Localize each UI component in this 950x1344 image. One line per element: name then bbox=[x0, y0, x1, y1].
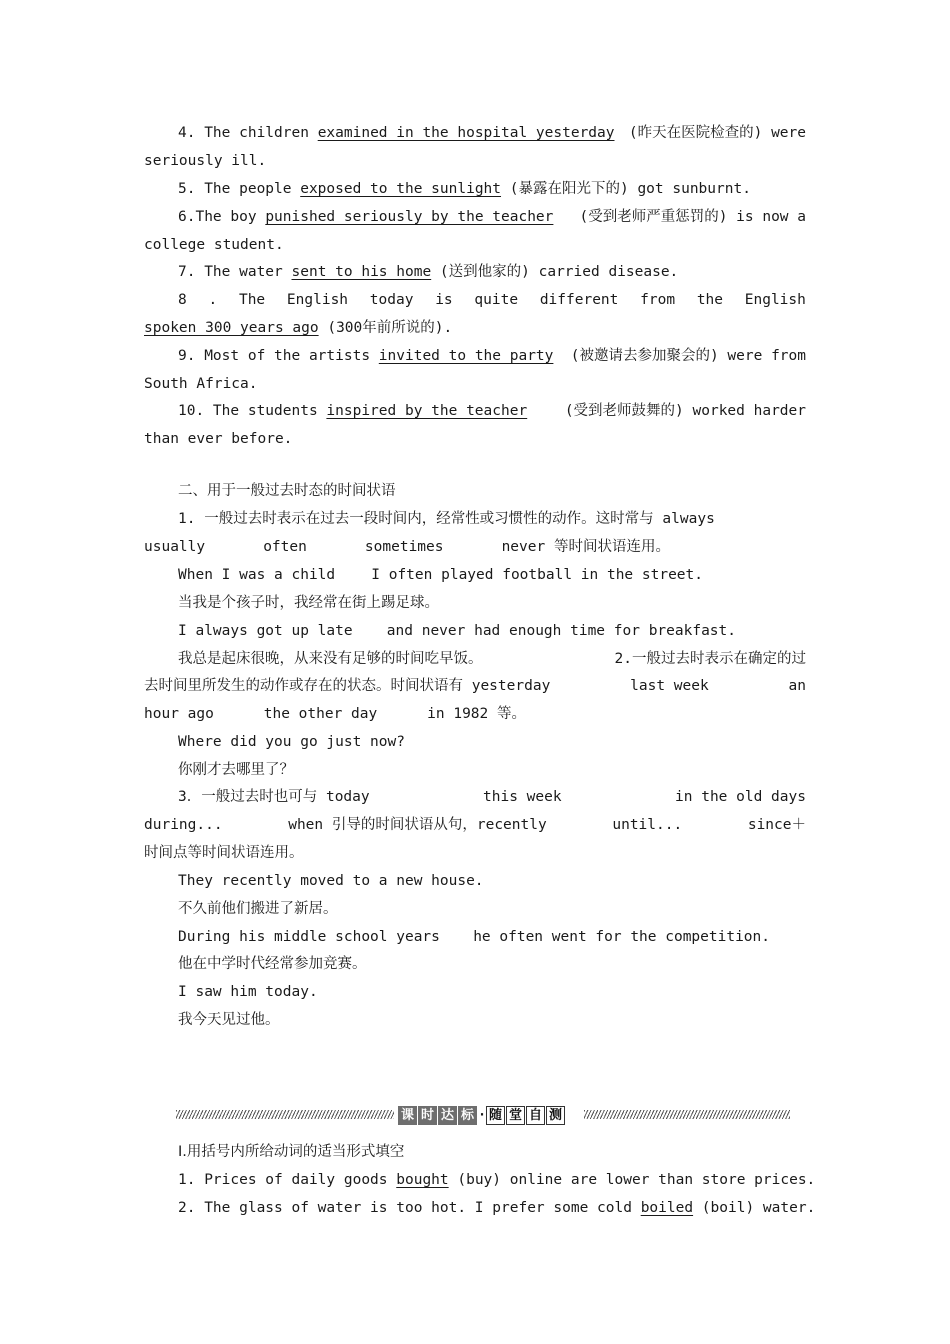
example-1-zh: 当我是个孩子时，我经常在街上踢足球。 bbox=[178, 595, 439, 611]
item-9-line2: South Africa. bbox=[144, 376, 258, 392]
answer-7: sent to his home bbox=[291, 264, 432, 280]
answer-q2: boiled bbox=[640, 1200, 694, 1216]
item-4-line1: 4. The children examined in the hospital yesterday (昨天在医院检查的) were bbox=[178, 125, 806, 141]
example-3-zh: 你刚才去哪里了？ bbox=[178, 762, 294, 778]
banner-hatch-left bbox=[176, 1110, 394, 1119]
section-heading: 二、用于一般过去时态的时间状语 bbox=[178, 483, 396, 499]
rule-1-line1: 1. 一般过去时表示在过去一段时间内，经常性或习惯性的动作。这时常与 always bbox=[178, 511, 715, 527]
answer-q1: bought bbox=[396, 1172, 449, 1188]
answer-5: exposed to the sunlight bbox=[300, 181, 502, 197]
rule-3-line3: 时间点等时间状语连用。 bbox=[144, 845, 304, 861]
item-5: 5. The people exposed to the sunlight (暴露在阳光下的) got sunburnt. bbox=[178, 181, 751, 197]
rule-1-line2: usually often sometimes never 等时间状语连用。 bbox=[144, 539, 670, 555]
example-4-zh: 不久前他们搬进了新居。 bbox=[178, 901, 338, 917]
answer-6: punished seriously by the teacher bbox=[265, 209, 554, 225]
rule-2-line2: 去时间里所发生的动作或存在的状态。时间状语有 yesterday last week an bbox=[144, 678, 806, 694]
example-6-en: I saw him today. bbox=[178, 984, 318, 1000]
answer-10: inspired by the teacher bbox=[326, 403, 528, 419]
banner-hatch-right bbox=[584, 1110, 790, 1119]
rule-2-line3: hour ago the other day in 1982 等。 bbox=[144, 706, 526, 722]
answer-8: spoken 300 years ago bbox=[144, 320, 319, 336]
item-8-line2: spoken 300 years ago (300年前所说的). bbox=[144, 320, 453, 336]
item-9-line1: 9. Most of the artists invited to the party (被邀请去参加聚会的) were from bbox=[178, 348, 806, 364]
example-1-en: When I was a child I often played football in the street. bbox=[178, 567, 703, 583]
exercise-heading: Ⅰ.用括号内所给动词的适当形式填空 bbox=[178, 1144, 405, 1160]
section-banner bbox=[176, 1104, 790, 1126]
item-10-line1: 10. The students inspired by the teacher (受到老师鼓舞的) worked harder bbox=[178, 403, 806, 419]
item-7: 7. The water sent to his home (送到他家的) carried disease. bbox=[178, 264, 679, 280]
item-6-line2: college student. bbox=[144, 237, 284, 253]
rule-3-line1: 3．一般过去时也可与 today this week in the old days bbox=[178, 789, 806, 805]
question-1: 1. Prices of daily goods bought (buy) online are lower than store prices. bbox=[178, 1172, 816, 1188]
example-2-en: I always got up late and never had enough time for breakfast. bbox=[178, 623, 736, 639]
answer-9: invited to the party bbox=[378, 348, 554, 364]
example-5-en: During his middle school years he often went for the competition. bbox=[178, 929, 770, 945]
item-10-line2: than ever before. bbox=[144, 431, 293, 447]
question-2: 2. The glass of water is too hot. I prefer some cold boiled (boil) water. bbox=[178, 1200, 816, 1216]
example-2-zh: 我总是起床很晚，从来没有足够的时间吃早饭。 2.一般过去时表示在确定的过 bbox=[178, 651, 806, 667]
item-6-line1: 6.The boy punished seriously by the teacher (受到老师严重惩罚的) is now a bbox=[178, 209, 806, 225]
example-5-zh: 他在中学时代经常参加竞赛。 bbox=[178, 956, 367, 972]
answer-4: examined in the hospital yesterday bbox=[317, 125, 615, 141]
example-6-zh: 我今天见过他。 bbox=[178, 1012, 280, 1028]
item-4-line2: seriously ill. bbox=[144, 153, 267, 169]
example-4-en: They recently moved to a new house. bbox=[178, 873, 484, 889]
rule-3-line2: during... when 引导的时间状语从句，recently until... since＋ bbox=[144, 817, 806, 833]
banner-title: 课 时 达 标 · 随 堂 自 测 bbox=[398, 1104, 566, 1126]
item-8-line1: 8 . The English today is quite different from the English bbox=[178, 292, 806, 308]
example-3-en: Where did you go just now? bbox=[178, 734, 405, 750]
